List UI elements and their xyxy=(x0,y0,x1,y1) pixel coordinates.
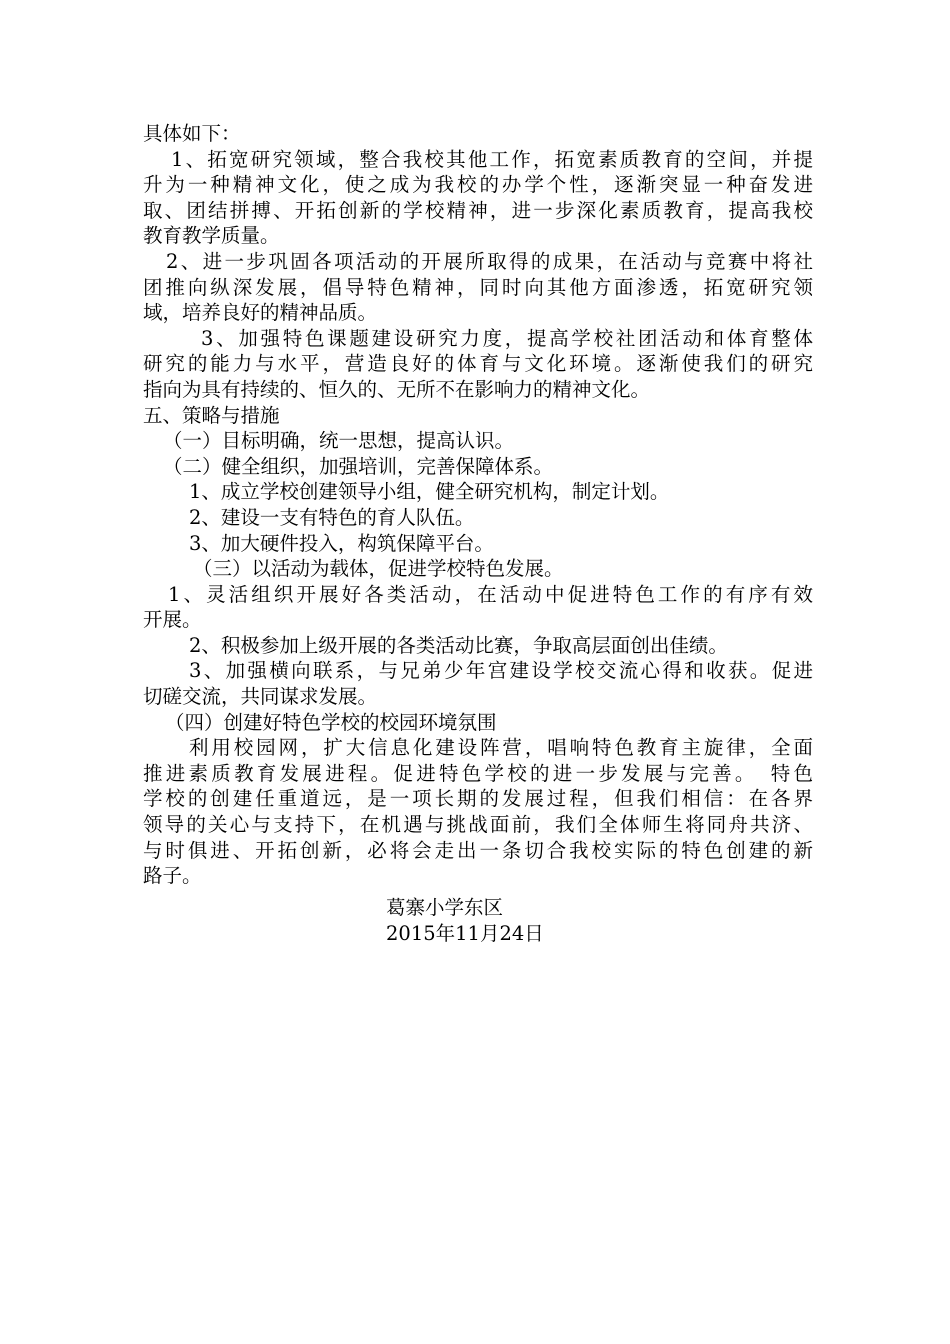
text-line: 2、积极参加上级开展的各类活动比赛，争取高层面创出佳绩。 xyxy=(189,633,728,657)
text-line: 2、进一步巩固各项活动的开展所取得的成果，在活动与竞赛中将社 xyxy=(166,249,813,273)
document-body xyxy=(143,121,813,889)
text-line: 3、加强特色课题建设研究力度，提高学校社团活动和体育整体 xyxy=(201,326,813,350)
text-line: 2、建设一支有特色的育人队伍。 xyxy=(189,505,475,529)
text-line: 3、加强横向联系，与兄弟少年宫建设学校交流心得和收获。促进 xyxy=(189,659,813,683)
text-line: 开展。 xyxy=(143,608,202,632)
text-line: 域，培养良好的精神品质。 xyxy=(143,301,378,325)
text-line: 升为一种精神文化，使之成为我校的办学个性，逐渐突显一种奋发进 xyxy=(143,173,813,197)
text-line: 五、策略与措施 xyxy=(143,403,280,427)
text-line: 指向为具有持续的、恒久的、无所不在影响力的精神文化。 xyxy=(143,377,651,401)
signature-block xyxy=(386,895,686,947)
text-line: 1、灵活组织开展好各类活动，在活动中促进特色工作的有序有效 xyxy=(168,582,813,606)
text-line: 学校的创建任重道远，是一项长期的发展过程，但我们相信：在各界 xyxy=(143,787,813,811)
text-line: 与时俱进、开拓创新，必将会走出一条切合我校实际的特色创建的新 xyxy=(143,838,813,862)
text-line: （一）目标明确，统一思想，提高认识。 xyxy=(163,429,515,453)
text-line: 切磋交流，共同谋求发展。 xyxy=(143,685,378,709)
text-line: 取、团结拼搏、开拓创新的学校精神，进一步深化素质教育，提高我校 xyxy=(143,198,813,222)
text-line: （三）以活动为载体，促进学校特色发展。 xyxy=(193,557,564,581)
text-line: 1、成立学校创建领导小组，健全研究机构，制定计划。 xyxy=(189,480,670,504)
text-line: 领导的关心与支持下，在机遇与挑战面前，我们全体师生将同舟共济、 xyxy=(143,813,813,837)
text-line: 路子。 xyxy=(143,864,202,888)
text-line: 团推向纵深发展，倡导特色精神，同时向其他方面渗透，拓宽研究领 xyxy=(143,275,813,299)
text-line: 推进素质教育发展进程。促进特色学校的进一步发展与完善。 特色 xyxy=(143,761,813,785)
text-line: 1、拓宽研究领域，整合我校其他工作，拓宽素质教育的空间，并提 xyxy=(171,147,813,171)
text-line: 具体如下： xyxy=(143,122,241,145)
text-line: 教育教学质量。 xyxy=(143,224,280,248)
text-line: 利用校园网，扩大信息化建设阵营，唱响特色教育主旋律，全面 xyxy=(189,736,813,760)
text-line: 3、加大硬件投入，构筑保障平台。 xyxy=(189,531,494,555)
text-line: （四）创建好特色学校的校园环境氛围 xyxy=(165,710,497,734)
signature-date: 2015年11月24日 xyxy=(386,922,544,945)
text-line: 研究的能力与水平，营造良好的体育与文化环境。逐渐使我们的研究 xyxy=(143,352,813,376)
signature-school: 葛寨小学东区 xyxy=(386,896,504,919)
text-line: （二）健全组织，加强培训，完善保障体系。 xyxy=(163,454,554,478)
